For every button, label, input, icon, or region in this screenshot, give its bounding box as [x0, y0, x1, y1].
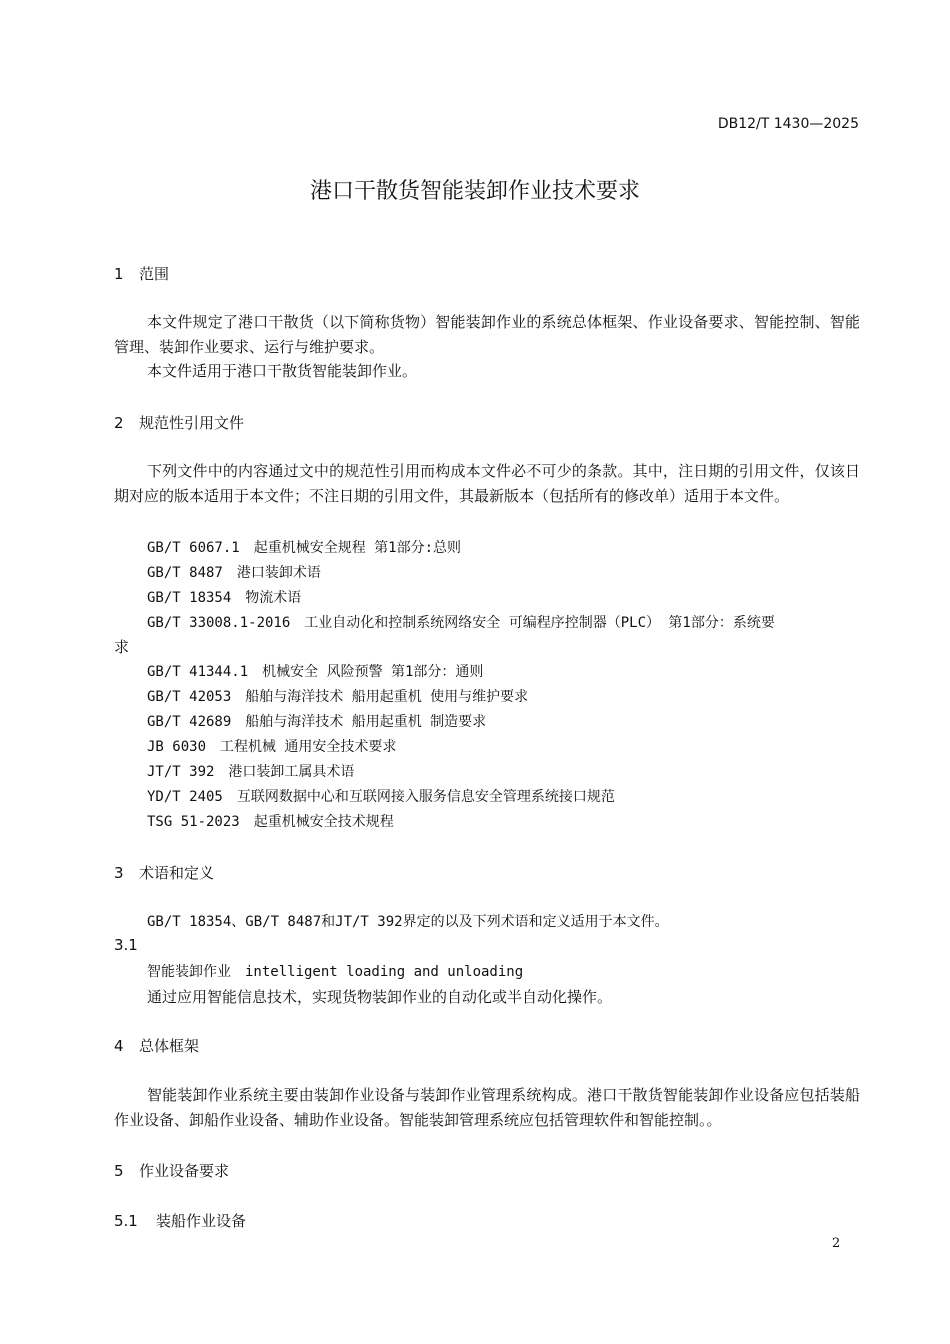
section-title: 总体框架 [139, 1037, 200, 1055]
section-title: 范围 [139, 265, 170, 283]
reference-item: GB/T 18354 物流术语 [147, 590, 302, 606]
section-2-heading [114, 412, 244, 433]
section-4-heading [114, 1035, 199, 1056]
document-number: DB12/T 1430—2025 [717, 116, 859, 132]
section-3-heading [114, 862, 214, 883]
reference-item: GB/T 41344.1 机械安全 风险预警 第1部分：通则 [147, 664, 484, 680]
subsection-title: 装船作业设备 [156, 1212, 247, 1230]
reference-item: TSG 51-2023 起重机械安全技术规程 [147, 814, 394, 830]
section-number: 1 [114, 265, 124, 283]
reference-item: JT/T 392 港口装卸工属具术语 [147, 764, 355, 780]
framework-paragraph: 智能装卸作业系统主要由装卸作业设备与装卸作业管理系统构成。港口干散货智能装卸作业设备应包括装船作业设备、卸船作业设备、辅助作业设备。智能装卸管理系统应包括管理软件和智能控制。。 [114, 1086, 860, 1129]
reference-item-continuation: 求 [114, 638, 130, 656]
terms-intro: GB/T 18354、GB/T 8487和JT/T 392界定的以及下列术语和定义适用于本文件。 [147, 914, 669, 930]
term-definition: 通过应用智能信息技术，实现货物装卸作业的自动化或半自动化操作。 [147, 988, 613, 1006]
page-number: 2 [832, 1236, 841, 1251]
reference-item: GB/T 33008.1-2016 工业自动化和控制系统网络安全 可编程序控制器（PLC） 第1部分：系统要 [147, 615, 775, 631]
section-5-heading [114, 1160, 229, 1181]
scope-applicability: 本文件适用于港口干散货智能装卸作业。 [147, 362, 418, 380]
subsection-5-1-heading [114, 1210, 246, 1231]
reference-item: GB/T 6067.1 起重机械安全规程 第1部分:总则 [147, 540, 462, 556]
normative-references-intro: 下列文件中的内容通过文中的规范性引用而构成本文件必不可少的条款。其中，注日期的引用文件，仅该日期对应的版本适用于本文件；不注日期的引用文件，其最新版本（包括所有的修改单）适用于本文件。 [114, 462, 860, 505]
reference-item: JB 6030 工程机械 通用安全技术要求 [147, 739, 397, 755]
section-number: 4 [114, 1037, 124, 1055]
section-number: 3 [114, 864, 124, 882]
subsection-number: 5.1 [114, 1212, 138, 1230]
term-number: 3.1 [114, 936, 138, 954]
section-number: 5 [114, 1162, 124, 1180]
scope-paragraph: 本文件规定了港口干散货（以下简称货物）智能装卸作业的系统总体框架、作业设备要求、智能控制、智能管理、装卸作业要求、运行与维护要求。 [114, 313, 860, 356]
section-title: 规范性引用文件 [139, 414, 245, 432]
reference-item: YD/T 2405 互联网数据中心和互联网接入服务信息安全管理系统接口规范 [147, 789, 615, 805]
section-number: 2 [114, 414, 124, 432]
term-heading: 智能装卸作业 intelligent loading and unloading [147, 964, 524, 980]
reference-item: GB/T 8487 港口装卸术语 [147, 565, 321, 581]
document-title: 港口干散货智能装卸作业技术要求 [309, 179, 640, 204]
reference-item: GB/T 42689 船舶与海洋技术 船用起重机 制造要求 [147, 714, 487, 730]
section-title: 作业设备要求 [139, 1162, 230, 1180]
reference-item: GB/T 42053 船舶与海洋技术 船用起重机 使用与维护要求 [147, 689, 529, 705]
section-title: 术语和定义 [139, 864, 215, 882]
section-1-heading [114, 263, 169, 284]
